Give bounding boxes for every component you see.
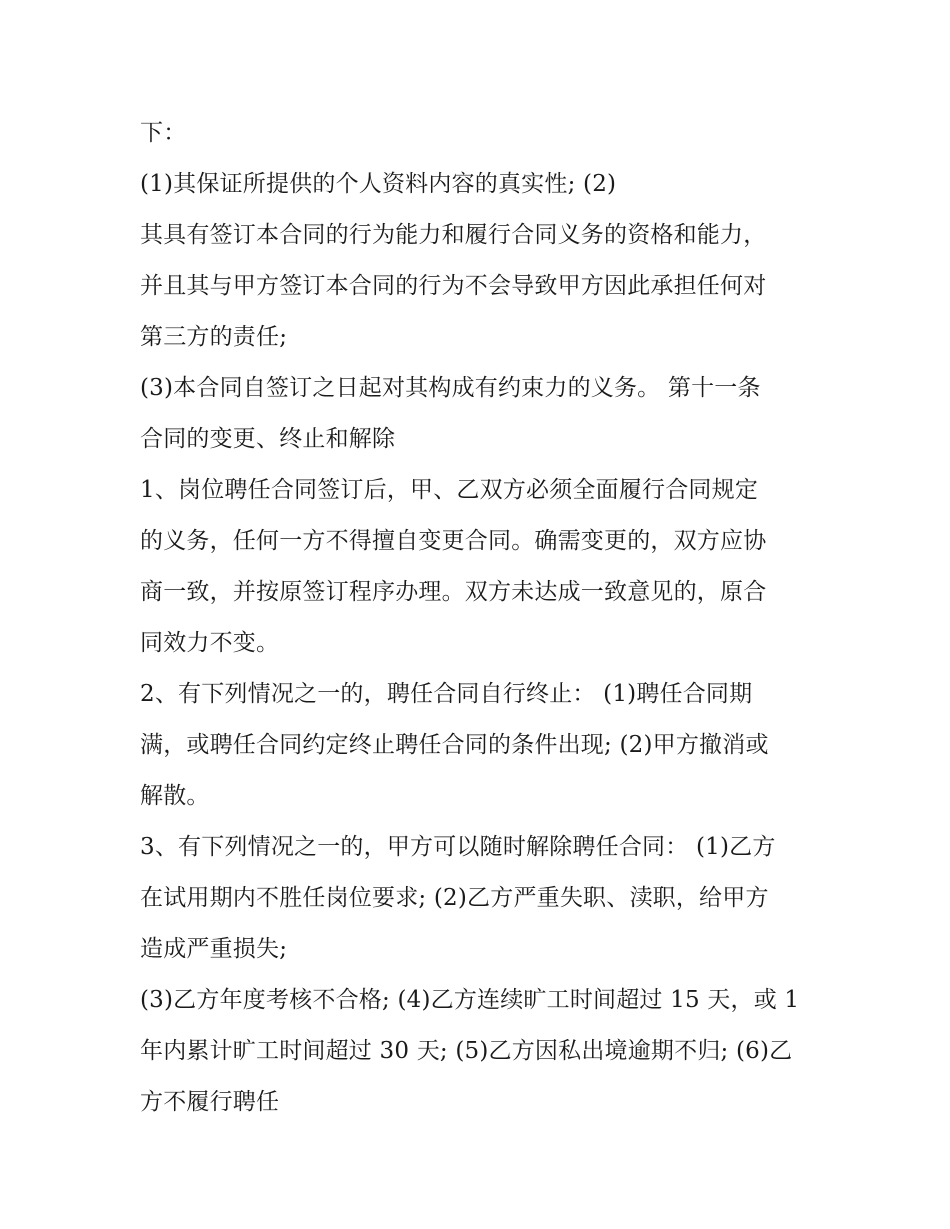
text-line: 3、有下列情况之一的，甲方可以随时解除聘任合同： (1)乙方	[140, 834, 776, 860]
text-line: 同效力不变。	[140, 630, 280, 656]
text-line: 满，或聘任合同约定终止聘任合同的条件出现; (2)甲方撤消或	[140, 732, 769, 758]
text-line: 其具有签订本合同的行为能力和履行合同义务的资格和能力，	[140, 222, 767, 248]
text-line: 下：	[140, 120, 187, 146]
text-line: 并且其与甲方签订本合同的行为不会导致甲方因此承担任何对	[140, 273, 767, 299]
text-line: 1、岗位聘任合同签订后，甲、乙双方必须全面履行合同规定	[140, 477, 759, 503]
document-body	[140, 108, 820, 1128]
text-line: 商一致，并按原签订程序办理。双方未达成一致意见的，原合	[140, 579, 767, 605]
text-line: 在试用期内不胜任岗位要求; (2)乙方严重失职、渎职，给甲方	[140, 885, 769, 911]
text-line: 方不履行聘任	[140, 1089, 280, 1115]
text-line: (3)本合同自签订之日起对其构成有约束力的义务。 第十一条	[140, 375, 761, 401]
text-line: 解散。	[140, 783, 210, 809]
text-line: (3)乙方年度考核不合格; (4)乙方连续旷工时间超过 15 天，或 1	[140, 987, 800, 1013]
text-line: (1)其保证所提供的个人资料内容的真实性; (2)	[140, 171, 617, 197]
section-heading: 合同的变更、终止和解除	[140, 426, 396, 452]
text-line: 造成严重损失;	[140, 936, 288, 962]
text-line: 第三方的责任;	[140, 324, 288, 350]
text-line: 的义务，任何一方不得擅自变更合同。确需变更的，双方应协	[140, 528, 767, 554]
text-line: 年内累计旷工时间超过 30 天; (5)乙方因私出境逾期不归; (6)乙	[140, 1038, 793, 1064]
text-line: 2、有下列情况之一的，聘任合同自行终止： (1)聘任合同期	[140, 681, 753, 707]
